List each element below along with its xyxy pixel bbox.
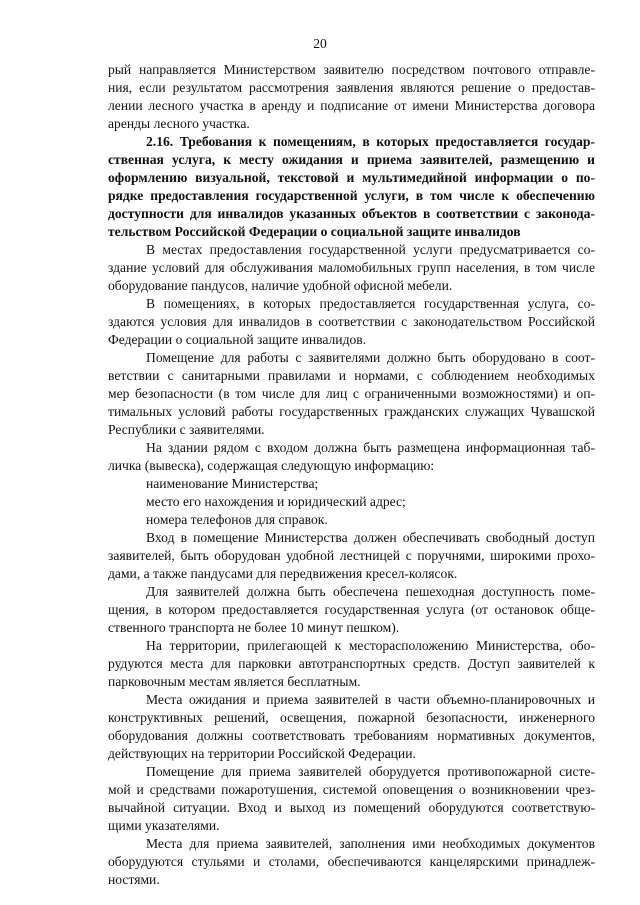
text-line: оборудования должны соответствовать требованиям нормативных документов,: [108, 728, 595, 743]
section-heading-line: 2.16. Требования к помещениям, в которых предоставляется государ-: [146, 134, 595, 149]
text-line: оборудование пандусов, наличие удобной офисной мебели.: [108, 278, 453, 293]
text-line: парковочным местам является бесплатным.: [108, 674, 361, 689]
text-line: мой и средствами пожаротушения, системой оповещения о возникновении чрез-: [108, 782, 595, 797]
text-line: ственного транспорта не более 10 минут пешком).: [108, 620, 400, 635]
text-line: заявителей, быть оборудован удобной лестницей с поручнями, широкими прохо-: [108, 548, 595, 563]
text-line: рудуются места для парковки автотранспортных средств. Доступ заявителей к: [108, 656, 595, 671]
text-line: Места ожидания и приема заявителей в части объемно-планировочных и: [146, 692, 595, 707]
text-line: вычайной ситуации. Вход и выход из помещений оборудуются соответствую-: [108, 800, 595, 815]
text-line: Республики с заявителями.: [108, 422, 265, 437]
text-line: Вход в помещение Министерства должен обеспечивать свободный доступ: [146, 530, 595, 545]
list-item: место его нахождения и юридический адрес;: [146, 494, 406, 509]
text-line: конструктивных решений, освещения, пожарной безопасности, инженерного: [108, 710, 595, 725]
text-line: Помещение для работы с заявителями должно быть оборудовано в соот-: [146, 350, 595, 365]
page-number: 20: [313, 36, 327, 51]
text-line: личка (вывеска), содержащая следующую информацию:: [108, 458, 435, 473]
text-line: аренды лесного участка.: [108, 116, 250, 131]
text-line: Места для приема заявителей, заполнения ими необходимых документов: [146, 836, 595, 851]
text-line: действующих на территории Российской Федерации.: [108, 746, 416, 761]
text-line: На территории, прилегающей к месторасположению Министерства, обо-: [146, 638, 595, 653]
text-line: Федерации о социальной защите инвалидов.: [108, 332, 367, 347]
text-line: рый направляется Министерством заявителю посредством почтового отправле-: [108, 62, 595, 77]
section-heading-line: оформлению визуальной, текстовой и мультимедийной информации о по-: [108, 170, 595, 185]
text-line: оборудуются стульями и столами, обеспечиваются канцелярскими принадлеж-: [108, 854, 595, 869]
section-heading-line: тельством Российской Федерации о социальной защите инвалидов: [108, 224, 521, 239]
text-line: мер безопасности (в том числе для лиц с ограниченными возможностями) и оп-: [108, 386, 595, 401]
list-item: наименование Министерства;: [146, 476, 319, 491]
section-heading-line: доступности для инвалидов указанных объектов в соответствии с законода-: [108, 206, 595, 221]
text-line: щими указателями.: [108, 818, 220, 833]
text-line: тимальных условий работы государственных гражданских служащих Чувашской: [108, 404, 595, 419]
text-line: здаются условия для инвалидов в соответствии с законодательством Российской: [108, 314, 595, 329]
section-heading-line: рядке предоставления государственной услуги, в том числе к обеспечению: [108, 188, 595, 203]
text-line: Для заявителей должна быть обеспечена пешеходная доступность поме-: [146, 584, 595, 599]
text-line: ностями.: [108, 872, 160, 887]
text-line: На здании рядом с входом должна быть размещена информационная таб-: [146, 440, 595, 455]
text-line: щения, в котором предоставляется государственная услуга (от остановок обще-: [108, 602, 595, 617]
text-line: здание условий для обслуживания маломобильных групп населения, в том числе: [108, 260, 595, 275]
text-line: ния, если результатом рассмотрения заявления являются решение о предостав-: [108, 80, 595, 95]
section-heading-line: ственная услуга, к месту ожидания и приема заявителей, размещению и: [108, 152, 595, 167]
list-item: номера телефонов для справок.: [146, 512, 328, 527]
text-line: Помещение для приема заявителей оборудуется противопожарной систе-: [146, 764, 595, 779]
text-line: В местах предоставления государственной услуги предусматривается со-: [146, 242, 595, 257]
text-line: ветствии с санитарными правилами и нормами, с соблюдением необходимых: [108, 368, 595, 383]
text-line: лении лесного участка в аренду и подписание от имени Министерства договора: [108, 98, 595, 113]
text-line: дами, а также пандусами для передвижения кресел-колясок.: [108, 566, 458, 581]
text-line: В помещениях, в которых предоставляется государственная услуга, со-: [146, 296, 595, 311]
